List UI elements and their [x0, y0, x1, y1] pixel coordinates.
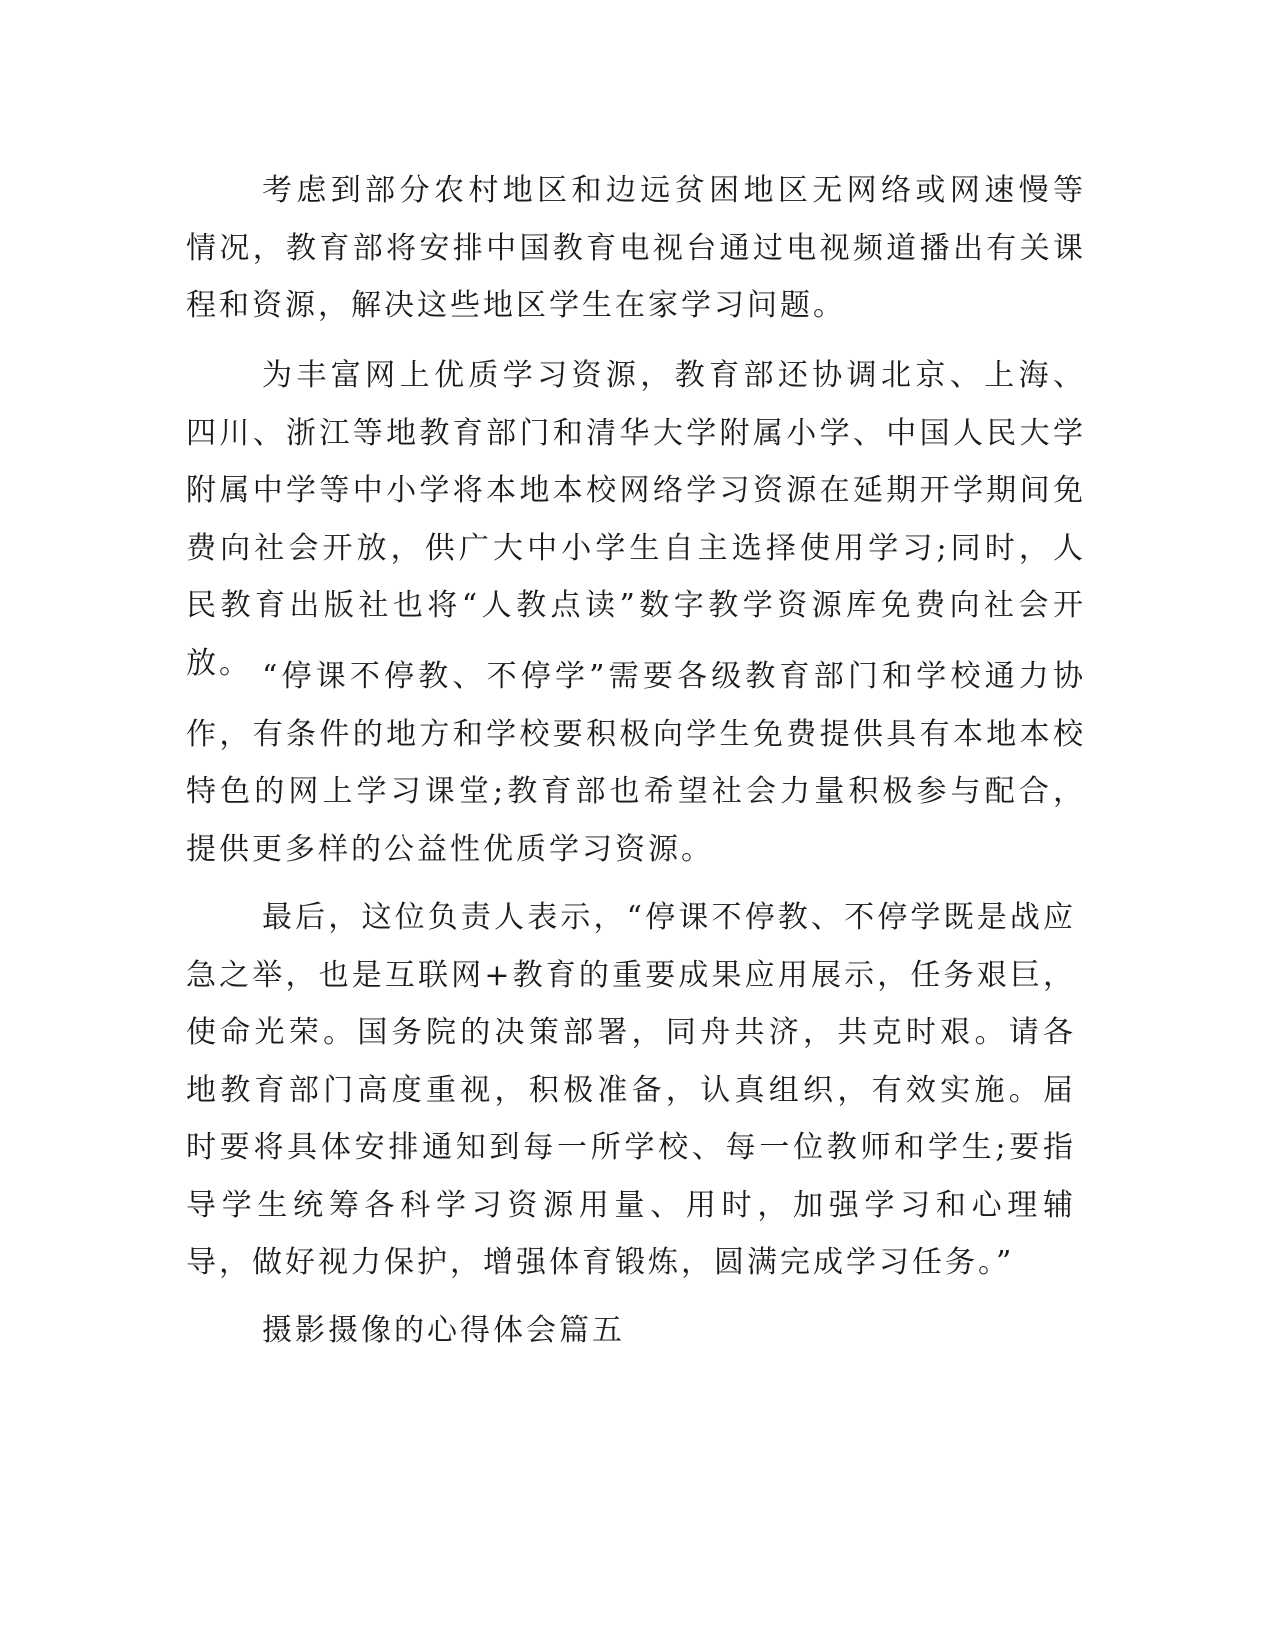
section-heading: 摄影摄像的心得体会篇五	[262, 1313, 625, 1348]
paragraph-cooperation: “停课不停教、不停学”需要各级教育部门和学校通力协作，有条件的地方和学校要积极向学生免费提供具有本地本校特色的网上学习课堂;教育部也希望社会力量积极参与配合，提供更多样的公益性优质学习资源。	[186, 659, 1086, 867]
paragraph-online-resources: 为丰富网上优质学习资源，教育部还协调北京、上海、四川、浙江等地教育部门和清华大学附属小学、中国人民大学附属中学等中小学将本地本校网络学习资源在延期开学期间免费向社会开放，供广大中小学生自主选择使用学习;同时，人民教育出版社也将“人教点读”数字教学资源库免费向社会开放。	[186, 358, 1086, 681]
paragraph-closing-statement: 最后，这位负责人表示，“停课不停教、不停学既是战应急之举，也是互联网+教育的重要成果应用展示，任务艰巨，使命光荣。国务院的决策部署，同舟共济，共克时艰。请各地教育部门高度重视，积极准备，认真组织，有效实施。届时要将具体安排通知到每一所学校、每一位教师和学生;要指导学生统筹各科学习资源用量、用时，加强学习和心理辅导，做好视力保护，增强体育锻炼，圆满完成学习任务。”	[186, 900, 1076, 1280]
paragraph-rural-tv-broadcast: 考虑到部分农村地区和边远贫困地区无网络或网速慢等情况，教育部将安排中国教育电视台通过电视频道播出有关课程和资源，解决这些地区学生在家学习问题。	[186, 173, 1086, 323]
